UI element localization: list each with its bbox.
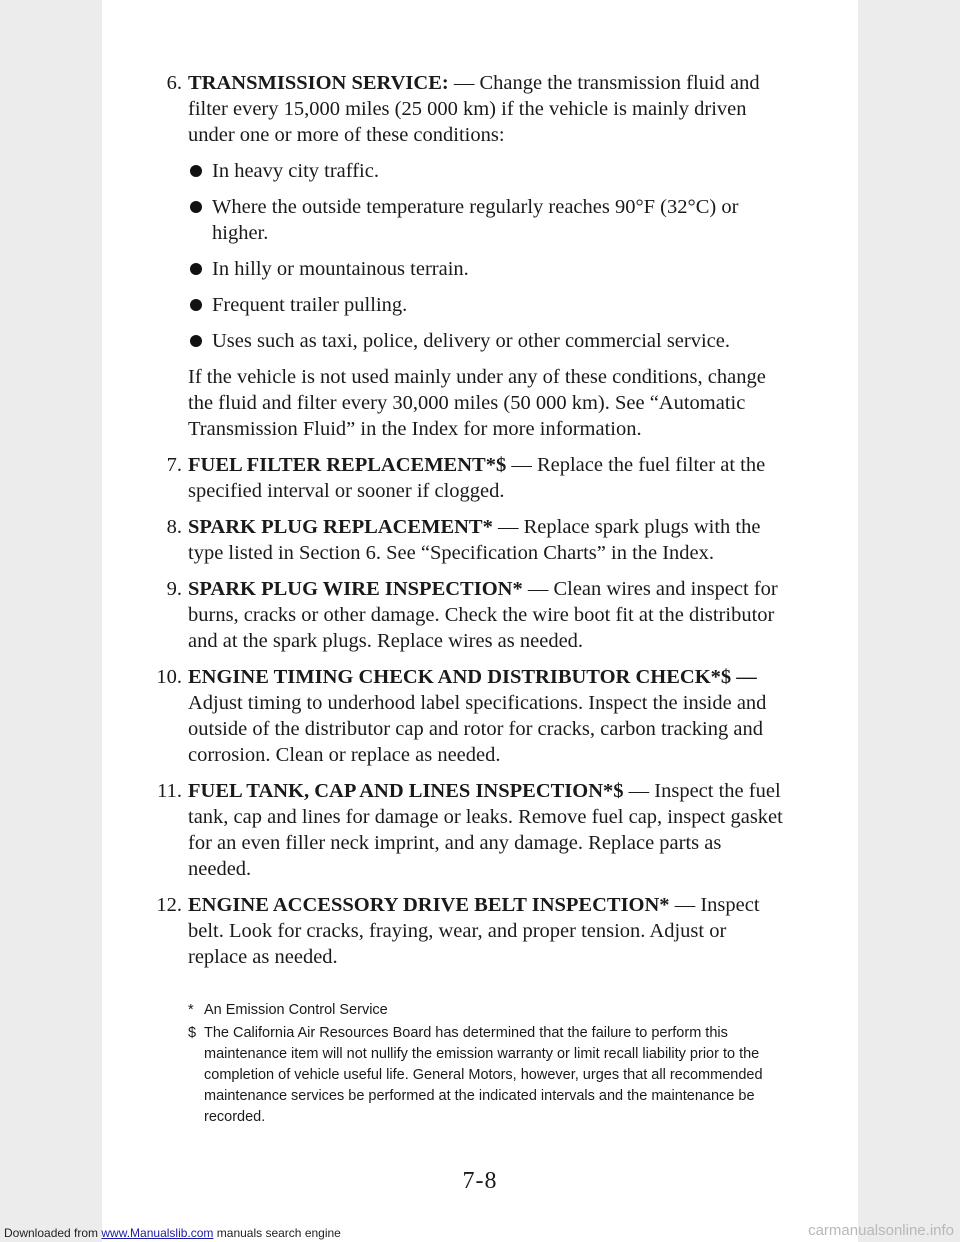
item-heading: SPARK PLUG REPLACEMENT* bbox=[188, 516, 493, 538]
item-heading: ENGINE ACCESSORY DRIVE BELT INSPECTION* bbox=[188, 894, 670, 916]
maintenance-item-11 bbox=[102, 778, 858, 882]
item-number: 9. bbox=[166, 578, 182, 600]
item-number: 7. bbox=[166, 454, 182, 476]
footnote-emission bbox=[188, 1000, 798, 1021]
item-text: — Inspect the fuel tank, cap and lines for damage or leaks. Remove fuel cap, inspect gasket for an even filler neck imprint, and any damage. Replace parts as needed. bbox=[188, 780, 783, 880]
bullet-icon bbox=[190, 165, 202, 177]
item-text: — Change the transmission fluid and filter every 15,000 miles (25 000 km) if the vehicle is mainly driven under one or more of these conditions: bbox=[188, 72, 760, 146]
manual-page bbox=[102, 0, 858, 1242]
item-text: Adjust timing to underhood label specifications. Inspect the inside and outside of the distributor cap and rotor for cracks, carbon tracking and corrosion. Clean or replace as needed. bbox=[188, 692, 767, 766]
item-number: 10. bbox=[156, 666, 182, 688]
condition-list bbox=[188, 158, 788, 354]
maintenance-item-7 bbox=[102, 452, 858, 504]
footnote-mark: $ bbox=[188, 1025, 197, 1041]
bullet-icon bbox=[190, 201, 202, 213]
list-item: Where the outside temperature regularly reaches 90°F (32°C) or higher. bbox=[188, 194, 788, 246]
manualslib-link[interactable]: www.Manualslib.com bbox=[101, 1226, 214, 1240]
item-number: 11. bbox=[157, 780, 182, 802]
maintenance-item-8 bbox=[102, 514, 858, 566]
item-number: 12. bbox=[156, 894, 182, 916]
item-heading: FUEL TANK, CAP AND LINES INSPECTION*$ bbox=[188, 780, 624, 802]
item-heading: TRANSMISSION SERVICE: bbox=[188, 72, 449, 94]
page-content bbox=[102, 70, 858, 980]
footnote-text: An Emission Control Service bbox=[204, 1002, 388, 1018]
item-text: — Inspect belt. Look for cracks, fraying, wear, and proper tension. Adjust or replace as needed. bbox=[188, 894, 760, 968]
list-item: Uses such as taxi, police, delivery or other commercial service. bbox=[188, 328, 788, 354]
item-heading: FUEL FILTER REPLACEMENT*$ bbox=[188, 454, 507, 476]
item-text: — Clean wires and inspect for burns, cracks or other damage. Check the wire boot fit at the distributor and at the spark plugs. Replace wires as needed. bbox=[188, 578, 778, 652]
item-heading: ENGINE TIMING CHECK AND DISTRIBUTOR CHECK*$ — bbox=[188, 666, 757, 688]
maintenance-item-10 bbox=[102, 664, 858, 768]
footnote-carb bbox=[188, 1023, 798, 1128]
maintenance-item-9 bbox=[102, 576, 858, 654]
maintenance-item-6 bbox=[102, 70, 858, 442]
page-number: 7-8 bbox=[462, 1168, 498, 1194]
download-watermark: Downloaded from www.Manualslib.com manuals search engine bbox=[4, 1226, 341, 1240]
item-followup-paragraph: If the vehicle is not used mainly under any of these conditions, change the fluid and filter every 30,000 miles (50 000 km). See “Automatic Transmission Fluid” in the Index for more information. bbox=[188, 366, 766, 440]
item-text: — Replace spark plugs with the type listed in Section 6. See “Specification Charts” in the Index. bbox=[188, 516, 761, 564]
footnotes bbox=[188, 1000, 798, 1130]
list-item: In hilly or mountainous terrain. bbox=[188, 256, 788, 282]
item-number: 6. bbox=[166, 72, 182, 94]
maintenance-item-12 bbox=[102, 892, 858, 970]
item-text: — Replace the fuel filter at the specified interval or sooner if clogged. bbox=[188, 454, 766, 502]
footnote-mark: * bbox=[188, 1002, 194, 1018]
item-heading: SPARK PLUG WIRE INSPECTION* bbox=[188, 578, 523, 600]
list-item: Frequent trailer pulling. bbox=[188, 292, 788, 318]
list-item: In heavy city traffic. bbox=[188, 158, 788, 184]
footnote-text: The California Air Resources Board has determined that the failure to perform this maintenance item will not nullify the emission warranty or limit recall liability prior to the completion of vehicle useful life. General Motors, however, urges that all recommended maintenance services be performed at the indicated intervals and the maintenance be recorded. bbox=[204, 1025, 763, 1125]
item-number: 8. bbox=[166, 516, 182, 538]
bullet-icon bbox=[190, 263, 202, 275]
bullet-icon bbox=[190, 335, 202, 347]
bullet-icon bbox=[190, 299, 202, 311]
site-watermark: carmanualsonline.info bbox=[808, 1222, 954, 1239]
